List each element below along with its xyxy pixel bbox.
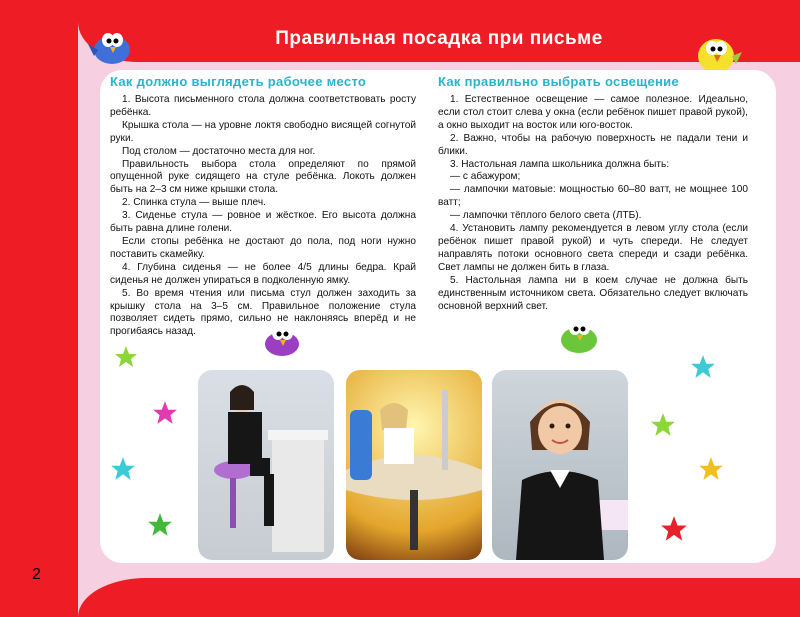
teal-star-icon	[690, 354, 716, 380]
workplace-paragraph: 2. Спинка стула — выше плеч.	[122, 197, 266, 209]
page-title: Правильная посадка при письме	[275, 28, 603, 49]
workplace-heading: Как должно выглядеть рабочее место	[110, 74, 367, 89]
photo-smiling-girl-writing	[492, 370, 628, 560]
lighting-paragraph: 2. Важно, чтобы на рабочую поверхность не падали тени и блики.	[438, 132, 748, 157]
lighting-paragraph: — лампочки тёплого белого света (ЛТБ).	[450, 210, 642, 222]
photo-girl-writing-under-lamp	[346, 370, 482, 560]
workplace-paragraph: Правильность выбора стола определяют по прямой опущенной руке сидящего на стуле ребёнка. Локоть должен быть на 2–3 см ниже крышки стола.	[110, 158, 416, 196]
lighting-paragraph: 1. Естественное освещение — самое полезное. Идеально, если стол стоит слева у окна (если ребёнок пишет правой рукой), а окно выходит на восток или юго-восток.	[438, 94, 748, 131]
green-star-icon	[650, 412, 676, 438]
workplace-paragraph: Под столом — достаточно места для ног.	[122, 145, 316, 157]
page-number: 2	[32, 566, 41, 583]
pink-star-icon	[152, 400, 178, 426]
red-star-icon	[660, 515, 688, 543]
workplace-section	[110, 74, 416, 339]
workplace-paragraph: 3. Сиденье стула — ровное и жёсткое. Его высота должна быть равна длине голени.	[110, 210, 416, 235]
lighting-section	[438, 74, 748, 313]
workplace-paragraph: 5. Во время чтения или письма стул должен заходить за крышку стола на 3–5 см. Правильное положение стула позволяет сидеть прямо, сильно не наклоняясь вперёд и не прогибаясь назад.	[110, 287, 416, 338]
lighting-heading: Как правильно выбрать освещение	[438, 74, 679, 89]
green-bird-illustration	[552, 312, 606, 358]
teal-star-icon	[110, 456, 136, 482]
bottom-red-bar	[78, 578, 800, 617]
workplace-paragraph: Если стопы ребёнка не достают до пола, под ноги нужно поставить скамейку.	[110, 235, 416, 260]
lighting-paragraph: 3. Настольная лампа школьника должна быть:	[450, 158, 670, 170]
purple-bird-illustration	[256, 318, 308, 360]
green-star-icon	[147, 512, 173, 538]
blue-bird-illustration	[86, 22, 138, 70]
workplace-paragraph: Крышка стола — на уровне локтя свободно висящей согнутой руки.	[110, 119, 416, 144]
lighting-paragraph: — с абажуром;	[450, 171, 521, 183]
lighting-paragraph: 4. Установить лампу рекомендуется в левом углу стола (если ребёнок пишет правой рукой) и чуть спереди. Не следует направлять потоки основного света спереди и сзади ребёнка. Свет лампы не должен бить в глаза.	[438, 223, 748, 273]
lighting-paragraph: 5. Настольная лампа ни в коем случае не должна быть единственным источником света. Обязательно следует включать основной верхний свет.	[438, 274, 748, 312]
yellow-star-icon	[698, 456, 724, 482]
workplace-paragraph: 1. Высота письменного стола должна соответствовать росту ребёнка.	[110, 94, 416, 118]
left-red-strip	[0, 0, 78, 617]
workplace-paragraph: 4. Глубина сиденья — не более 4/5 длины бедра. Край сиденья не должен упираться в подколенную ямку.	[110, 261, 416, 286]
photo-girl-sitting-at-desk	[198, 370, 334, 560]
lighting-paragraph: — лампочки матовые: мощностью 60–80 ватт, не мощнее 100 ватт;	[438, 184, 748, 209]
green-star-icon	[114, 345, 138, 369]
